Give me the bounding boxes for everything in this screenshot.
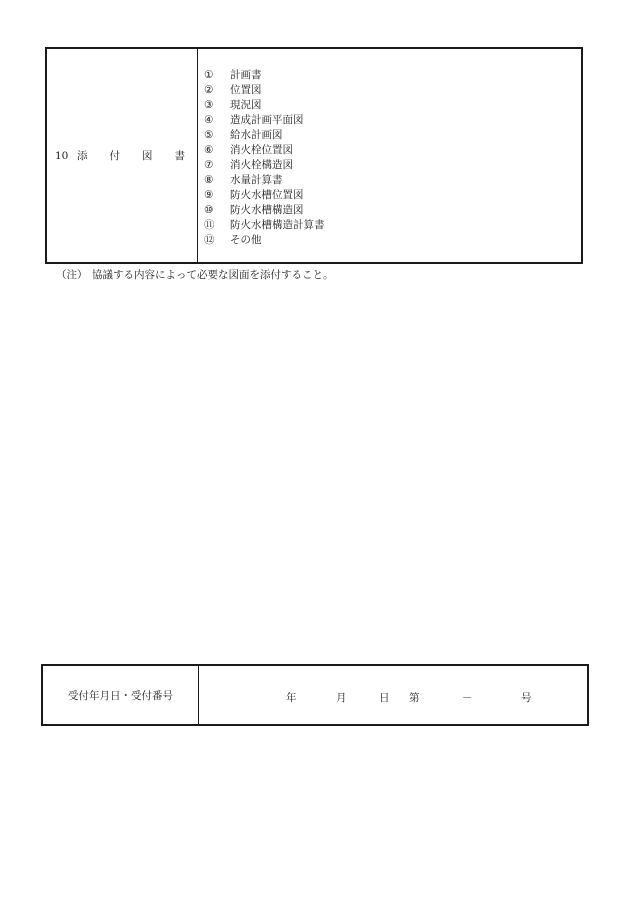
list-item (204, 203, 581, 218)
item-text: 計画書 (230, 69, 262, 81)
item-text: 防火水槽位置図 (230, 189, 304, 201)
item-number: ⑩ (204, 204, 214, 216)
item-text: 水量計算書 (230, 174, 283, 186)
attachments-label-cell (47, 49, 198, 262)
item-text: 防火水槽構造図 (230, 204, 304, 216)
list-item (204, 128, 581, 143)
receipt-date-number-field (199, 666, 587, 724)
number-prefix: 第 (409, 692, 420, 704)
item-text: その他 (230, 234, 262, 246)
list-item (204, 233, 581, 248)
item-text: 消火栓構造図 (230, 159, 293, 171)
receipt-label: 受付年月日・受付番号 (43, 666, 199, 724)
list-item (204, 218, 581, 233)
attachments-list-cell (198, 49, 581, 262)
item-number: ⑨ (204, 189, 214, 201)
day-label: 日 (379, 692, 390, 704)
attachments-label-char: 付 (109, 150, 120, 162)
attachments-list (204, 68, 581, 248)
list-item (204, 68, 581, 83)
item-number: ⑧ (204, 174, 214, 186)
footnote (56, 267, 334, 282)
year-label: 年 (286, 692, 297, 704)
footnote-text: 協議する内容によって必要な図面を添付すること。 (92, 269, 334, 281)
item-number: ③ (204, 99, 214, 111)
item-number: ⑪ (204, 219, 215, 231)
attachments-label-char: 添 (77, 150, 88, 162)
receipt-table (41, 664, 589, 726)
list-item (204, 98, 581, 113)
footnote-label: （注） (56, 269, 88, 281)
list-item (204, 173, 581, 188)
list-item (204, 143, 581, 158)
item-number: ① (204, 69, 214, 81)
item-number: ⑥ (204, 144, 214, 156)
item-text: 造成計画平面図 (230, 114, 304, 126)
number-dash: － (462, 692, 473, 704)
attachments-label-char: 書 (174, 150, 185, 162)
attachments-table (45, 47, 583, 264)
item-number: ② (204, 84, 214, 96)
attachments-label-number: 10 (55, 149, 69, 162)
item-text: 現況図 (230, 99, 262, 111)
attachments-label (77, 148, 185, 163)
item-number: ⑫ (204, 234, 215, 246)
item-number: ⑦ (204, 159, 214, 171)
item-text: 防火水槽構造計算書 (230, 219, 325, 231)
list-item (204, 113, 581, 128)
item-text: 給水計画図 (230, 129, 283, 141)
item-number: ⑤ (204, 129, 214, 141)
list-item (204, 158, 581, 173)
item-text: 位置図 (230, 84, 262, 96)
list-item (204, 188, 581, 203)
attachments-label-char: 図 (142, 150, 153, 162)
item-number: ④ (204, 114, 214, 126)
number-suffix: 号 (521, 692, 532, 704)
month-label: 月 (336, 692, 347, 704)
item-text: 消火栓位置図 (230, 144, 293, 156)
list-item (204, 83, 581, 98)
